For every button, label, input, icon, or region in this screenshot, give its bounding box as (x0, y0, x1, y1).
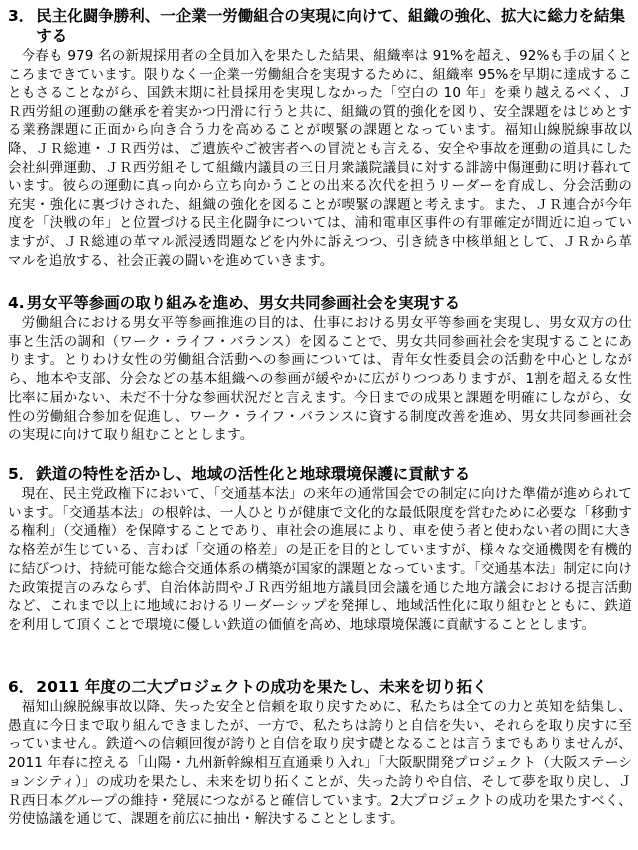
section-body: 現在、民主党政権下において、「交通基本法」の来年の通常国会での制定に向けた準備が進められています。「交通基本法」の根幹は、一人ひとりが健康で文化的な最低限度を営むために必要な「移動する権利」（交通権）を保障することであり、車社会の進展により、車を使う者と使わない者の間に大きな格差が生じている、言わば「交通の格差」の是正を目的としていますが、様々な交通機関を有機的に結びつけ、持続可能な総合交通体系の構築が国家的課題となっています。「交通基本法」制定に向けた政策提言のみならず、自治体訪問やＪＲ西労組地方議員団会議を通じた地方議会における提言活動など、これまで以上に地域におけるリーダーシップを発揮し、地域活性化に取り組むとともに、鉄道を利用して頂くことで環境に優しい鉄道の価値を高め、地球環境保護に貢献することとします。 (8, 486, 632, 633)
section-title: 男女平等参画の取り組みを進め、男女共同参画社会を実現する (26, 294, 461, 312)
section-body: 今春も 979 名の新規採用者の全員加入を果たした結果、組織率は 91%を超え、92%も手の届くところまできています。限りなく一企業一労働組合を実現するために、組織率 95%を早期に達成することもさることながら、国鉄末期に社員採用を実現しなかった「空白の 10 年」を乗り越えるべく、ＪＲ西労組の運動の継承を着実かつ円滑に行うと共に、組織の質的強化を図り、安全課題をはじめとする業務課題に正面から向き合う力を高めることが喫緊の課題となっています。福知山線脱線事故以降、ＪＲ総連・ＪＲ西労は、ご遺族やご被害者への冒涜とも言える、安全や事故を運動の道具にした会社糾弾運動、ＪＲ西労組そして組織内議員の三日月衆議院議員に対する誹謗中傷運動に明け暮れています。彼らの運動に真っ向から立ち向かうことの出来る次代を担うリーダーを育成し、分会活動の充実・強化に裏づけされた、組織の強化を図ることが喫緊の課題と考えます。また、ＪＲ連合が今年度を「決戦の年」と位置づける民主化闘争については、浦和電車区事件の有罪確定が間近に迫っていますが、ＪＲ総連の革マル派浸透問題などを内外に訴えつつ、引き続き中核単組として、ＪＲから革マルを追放する、社会正義の闘いを進めていきます。 (8, 48, 632, 269)
section-title: 2011 年度の二大プロジェクトの成功を果たし、未来を切り拓く (36, 678, 488, 696)
section-heading (8, 464, 632, 484)
section-body: 労働組合における男女平等参画推進の目的は、仕事における男女平等参画を実現し、男女双方の仕事と生活の調和（ワーク・ライフ・バランス）を図ることで、男女共同参画社会を実現することにあります。とりわけ女性の労働組合活動への参画については、青年女性委員会の活動を中心としながら、地本や支部、分会などの基本組織への参画が緩やかに広がりつつありますが、1割を超える女性比率に届かない、未だ不十分な参画状況だと言えます。今日までの成果と課題を明確にしながら、女性の労働組合参加を促進し、ワーク・ライフ・バランスに資する制度改善を進め、男女共同参画社会の実現に向けて取り組むこととします。 (8, 315, 632, 444)
section-3 (8, 6, 632, 270)
section-body: 福知山線脱線事故以降、失った安全と信頼を取り戻すために、私たちは全ての力と英知を結集し、愚直に今日まで取り組んできましたが、一方で、私たちは誇りと自信を失い、それらを取り戻すに至っていません。鉄道への信頼回復が誇りと自信を取り戻す礎となることは言うまでもありませんが、2011 年春に控える「山陽・九州新幹線相互直通乗り入れ」「大阪駅開発プロジェクト（大阪ステーションシティ）」の成功を果たし、未来を切り拓くことが、失った誇りや自信、そして夢を取り戻し、ＪＲ西日本グループの維持・発展につながると確信しています。2大プロジェクトの成功を果たすべく、労使協議を通じて、課題を前広に抽出・解決することとします。 (8, 699, 632, 828)
section-title: 鉄道の特性を活かし、地域の活性化と地球環境保護に貢献する (36, 465, 471, 483)
section-heading (8, 293, 632, 313)
section-number: 4. (8, 294, 25, 312)
section-number: 3． (8, 7, 35, 25)
section-4 (8, 293, 632, 445)
section-number: 5． (8, 465, 35, 483)
section-heading (8, 6, 632, 46)
section-5 (8, 464, 632, 635)
section-heading (8, 677, 632, 697)
section-title: 民主化闘争勝利、一企業一労働組合の実現に向けて、組織の強化、拡大に総力を結集する (36, 7, 625, 45)
section-number: 6． (8, 678, 35, 696)
section-6 (8, 677, 632, 829)
